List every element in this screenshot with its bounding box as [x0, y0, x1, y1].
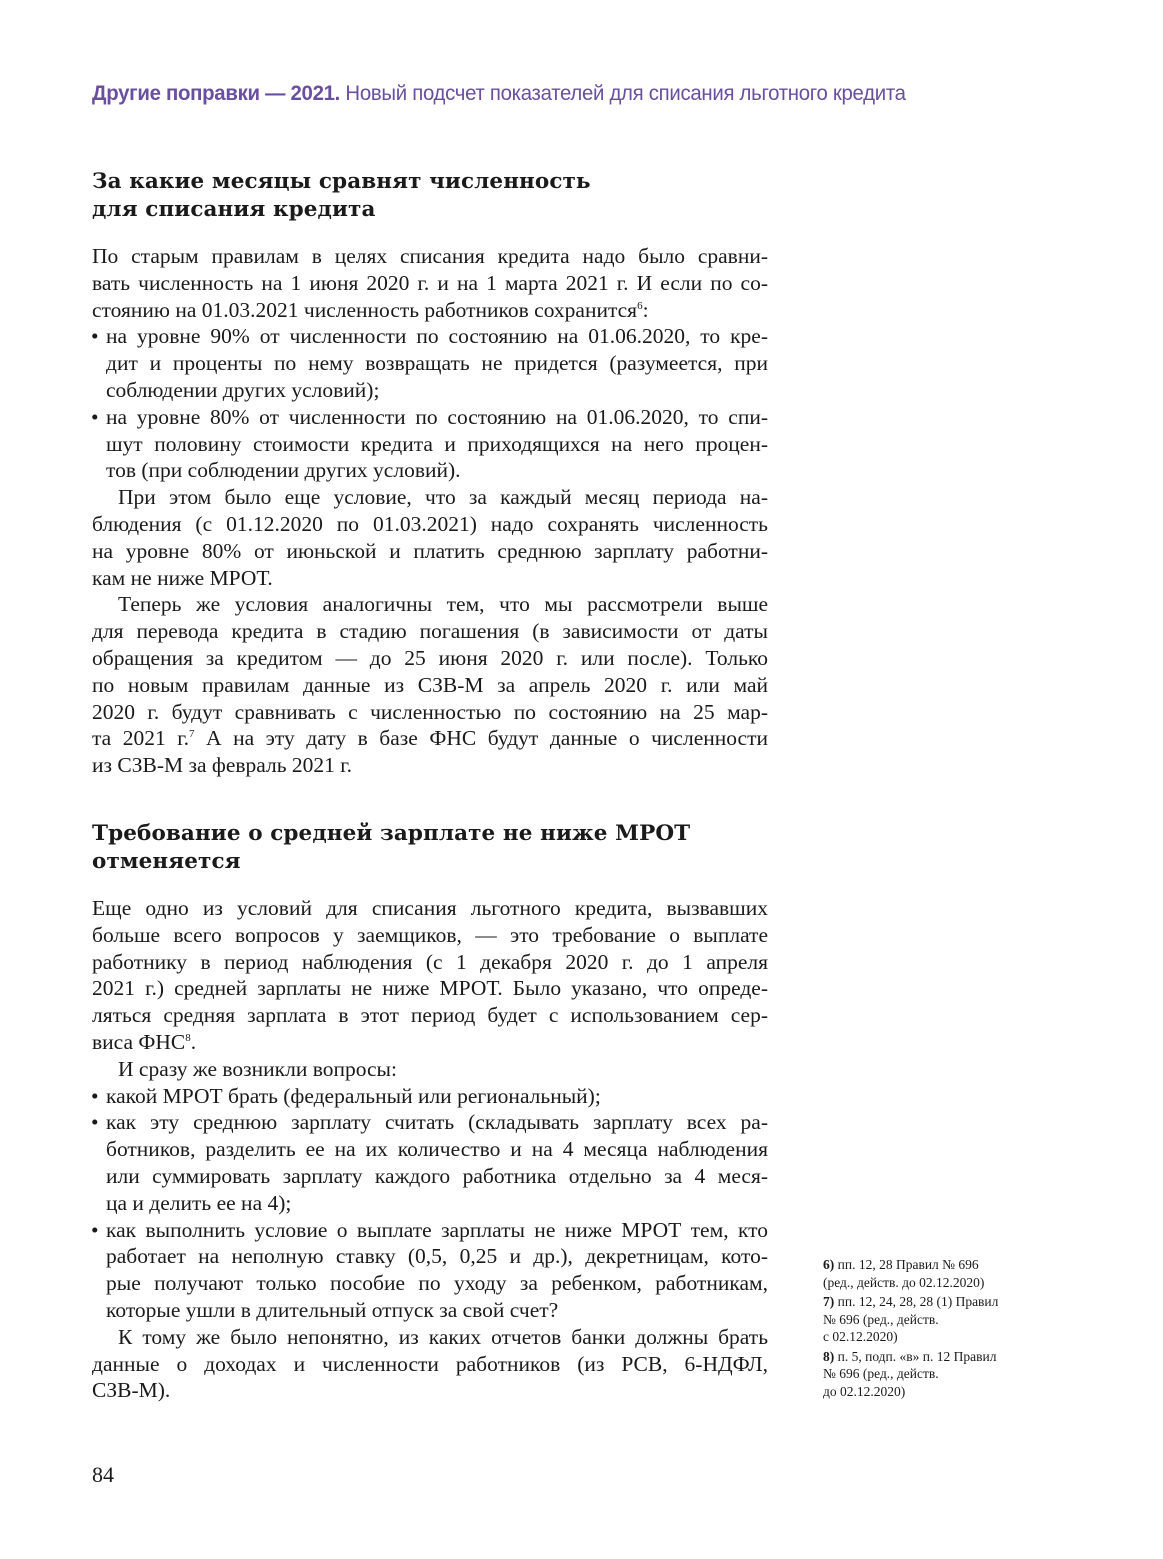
running-head: [92, 82, 906, 106]
line-text: данные о доходах и численности работников (из РСВ, 6-НДФЛ,: [92, 1351, 768, 1376]
footnote: [823, 1293, 1053, 1346]
text-line: [92, 1217, 768, 1244]
text-line: [92, 1243, 768, 1270]
footnote-number: 8): [823, 1348, 835, 1364]
section-months-comparison: [92, 168, 768, 779]
footnote: [823, 1256, 1053, 1291]
footnote: [823, 1348, 1053, 1401]
footnote-line: [823, 1328, 1053, 1346]
text-line: [92, 484, 768, 511]
footnote-number: 6): [823, 1257, 835, 1272]
text-line: [92, 752, 768, 779]
text-line: [92, 270, 768, 297]
text-line: [92, 1190, 768, 1217]
text-line: [92, 1351, 768, 1378]
footnote-line: [823, 1311, 1053, 1329]
text-line: [92, 1136, 768, 1163]
line-text: обращения за кредитом — до 25 июня 2020 г. или после). Только: [92, 645, 768, 670]
line-text: рые получают только пособие по уходу за ребенком, работникам,: [106, 1271, 768, 1296]
text-line: [92, 404, 768, 431]
line-text: Теперь же условия аналогичны тем, что мы рассмотрели выше: [118, 592, 768, 617]
text-line: [92, 975, 768, 1002]
paragraph: [92, 1056, 768, 1083]
text-line: [92, 618, 768, 645]
line-text: виса ФНС: [92, 1029, 186, 1054]
line-text: больше всего вопросов у заемщиков, — это требование о выплате: [92, 922, 768, 947]
footnote-line: [823, 1256, 1053, 1274]
paragraph: [92, 243, 768, 323]
footnote-text: до 02.12.2020): [823, 1383, 906, 1399]
text-line: [92, 457, 768, 484]
paragraph: [92, 1324, 768, 1404]
line-text: на уровне 90% от численности по состоянию на 01.06.2020, то кре-: [106, 324, 768, 349]
text-line: [92, 1163, 768, 1190]
text-line: [92, 725, 768, 752]
text-line: [92, 377, 768, 404]
footnote-text: № 696 (ред., действ.: [823, 1366, 939, 1381]
heading-line: За какие месяцы сравнят численность: [92, 169, 591, 194]
line-text-after-ref: .: [190, 1029, 197, 1054]
bullet-item: [92, 1109, 768, 1216]
line-text: шут половину стоимости кредита и приходящихся на него процен-: [106, 431, 768, 456]
text-line: [92, 565, 768, 592]
footnote-text: п. 5, подп. «в» п. 12 Правил: [837, 1348, 997, 1364]
text-line: [92, 922, 768, 949]
line-text: на уровне 80% от июньской и платить среднюю зарплату работни-: [92, 538, 768, 563]
line-text: работнику в период наблюдения (с 1 декабря 2020 г. до 1 апреля: [92, 949, 768, 974]
section-mrot-requirement: [92, 820, 768, 1404]
text-line: [92, 949, 768, 976]
footnote-line: [823, 1348, 1053, 1366]
footnote-ref: 6: [637, 299, 643, 312]
line-text: как эту среднюю зарплату считать (складывать зарплату всех ра-: [106, 1110, 768, 1135]
text-line: [92, 1297, 768, 1324]
paragraph: [92, 895, 768, 1056]
line-text: кам не ниже МРОТ.: [92, 565, 273, 590]
line-text-after-ref: :: [642, 297, 649, 322]
text-line: [92, 591, 768, 618]
footnote-number: 7): [823, 1294, 835, 1309]
footnote-text: с 02.12.2020): [823, 1329, 898, 1344]
line-text: блюдения (с 01.12.2020 по 01.03.2021) надо сохранять численность: [92, 511, 768, 536]
text-line: [92, 511, 768, 538]
text-line: [92, 672, 768, 699]
line-text: ляться средняя зарплата в этот период будет с использованием сер-: [92, 1003, 768, 1028]
text-line: [92, 1002, 768, 1029]
line-text: 2020 г. будут сравнивать с численностью по состоянию на 25 мар-: [92, 699, 768, 724]
section-heading: [92, 820, 768, 876]
text-line: [92, 323, 768, 350]
line-text: дит и проценты по нему возвращать не придется (разумеется, при: [106, 351, 768, 376]
heading-line: для списания кредита: [92, 197, 376, 222]
footnote-line: [823, 1383, 1053, 1401]
footnotes: [823, 1256, 1053, 1402]
line-text: как выполнить условие о выплате зарплаты не ниже МРОТ тем, кто: [106, 1217, 768, 1242]
text-line: [92, 1029, 768, 1056]
paragraph: [92, 591, 768, 779]
section-heading: [92, 168, 768, 224]
line-text: При этом было еще условие, что за каждый месяц периода на-: [118, 485, 768, 510]
text-line: [92, 297, 768, 324]
footnote-ref: 8: [185, 1031, 191, 1044]
line-text: для перевода кредита в стадию погашения (в зависимости от даты: [92, 619, 768, 644]
footnote-text: пп. 12, 28 Правил № 696: [837, 1257, 979, 1272]
heading-line: Требование о средней зарплате не ниже МРОТ: [92, 821, 691, 846]
text-line: [92, 1377, 768, 1404]
heading-line: отменяется: [92, 849, 241, 874]
line-text: по новым правилам данные из СЗВ-М за апрель 2020 г. или май: [92, 672, 768, 697]
line-text: К тому же было непонятно, из каких отчетов банки должны брать: [118, 1324, 768, 1349]
bullet-item: [92, 1217, 768, 1324]
text-line: [92, 243, 768, 270]
line-text: которые ушли в длительный отпуск за свой счет?: [106, 1297, 559, 1322]
text-line: [92, 895, 768, 922]
line-text-after-ref: А на эту дату в базе ФНС будут данные о численности: [194, 726, 768, 751]
line-text: какой МРОТ брать (федеральный или региональный);: [106, 1083, 601, 1108]
footnote-text: пп. 12, 24, 28, 28 (1) Правил: [837, 1294, 999, 1309]
text-line: [92, 1109, 768, 1136]
text-line: [92, 645, 768, 672]
line-text: на уровне 80% от численности по состоянию на 01.06.2020, то спи-: [106, 404, 768, 429]
line-text: или суммировать зарплату каждого работника отдельно за 4 меся-: [106, 1163, 768, 1188]
text-line: [92, 431, 768, 458]
line-text: По старым правилам в целях списания кредита надо было сравни-: [92, 244, 768, 268]
text-line: [92, 1324, 768, 1351]
line-text: ца и делить ее на 4);: [106, 1190, 292, 1215]
line-text: из СЗВ-М за февраль 2021 г.: [92, 753, 353, 778]
text-line: [92, 1270, 768, 1297]
text-line: [92, 1056, 768, 1083]
line-text: стоянию на 01.03.2021 численность работников сохранится: [92, 297, 638, 322]
line-text: СЗВ-М).: [92, 1378, 171, 1403]
text-line: [92, 699, 768, 726]
text-line: [92, 1083, 768, 1110]
line-text: вать численность на 1 июня 2020 г. и на 1 марта 2021 г. И если по со-: [92, 270, 768, 295]
text-line: [92, 538, 768, 565]
bullet-item: [92, 1083, 768, 1110]
footnote-line: [823, 1365, 1053, 1383]
line-text: соблюдении других условий);: [106, 377, 380, 402]
footnote-text: № 696 (ред., действ.: [823, 1311, 939, 1327]
line-text: ботников, разделить ее на их количество и на 4 месяца наблюдения: [106, 1137, 768, 1162]
line-text: И сразу же возникли вопросы:: [118, 1056, 397, 1081]
text-line: [92, 350, 768, 377]
footnote-line: [823, 1274, 1053, 1292]
line-text: 2021 г.) средней зарплаты не ниже МРОТ. Было указано, что опреде-: [92, 976, 768, 1001]
footnote-text: (ред., действ. до 02.12.2020): [823, 1274, 985, 1290]
bullet-item: [92, 404, 768, 484]
line-text: тов (при соблюдении других условий).: [106, 458, 461, 483]
line-text: Еще одно из условий для списания льготного кредита, вызвавших: [92, 896, 768, 920]
line-text: та 2021 г.: [92, 726, 190, 751]
bullet-item: [92, 323, 768, 403]
line-text: работает на неполную ставку (0,5, 0,25 и др.), декретницам, кото-: [106, 1244, 768, 1269]
page-number: 84: [92, 1462, 114, 1487]
paragraph: [92, 484, 768, 591]
running-head-title: Новый подсчет показателей для списания льготного кредита: [345, 82, 906, 105]
running-head-bold: Другие поправки — 2021.: [92, 82, 341, 105]
footnote-ref: 7: [189, 728, 195, 741]
footnote-line: [823, 1293, 1053, 1311]
